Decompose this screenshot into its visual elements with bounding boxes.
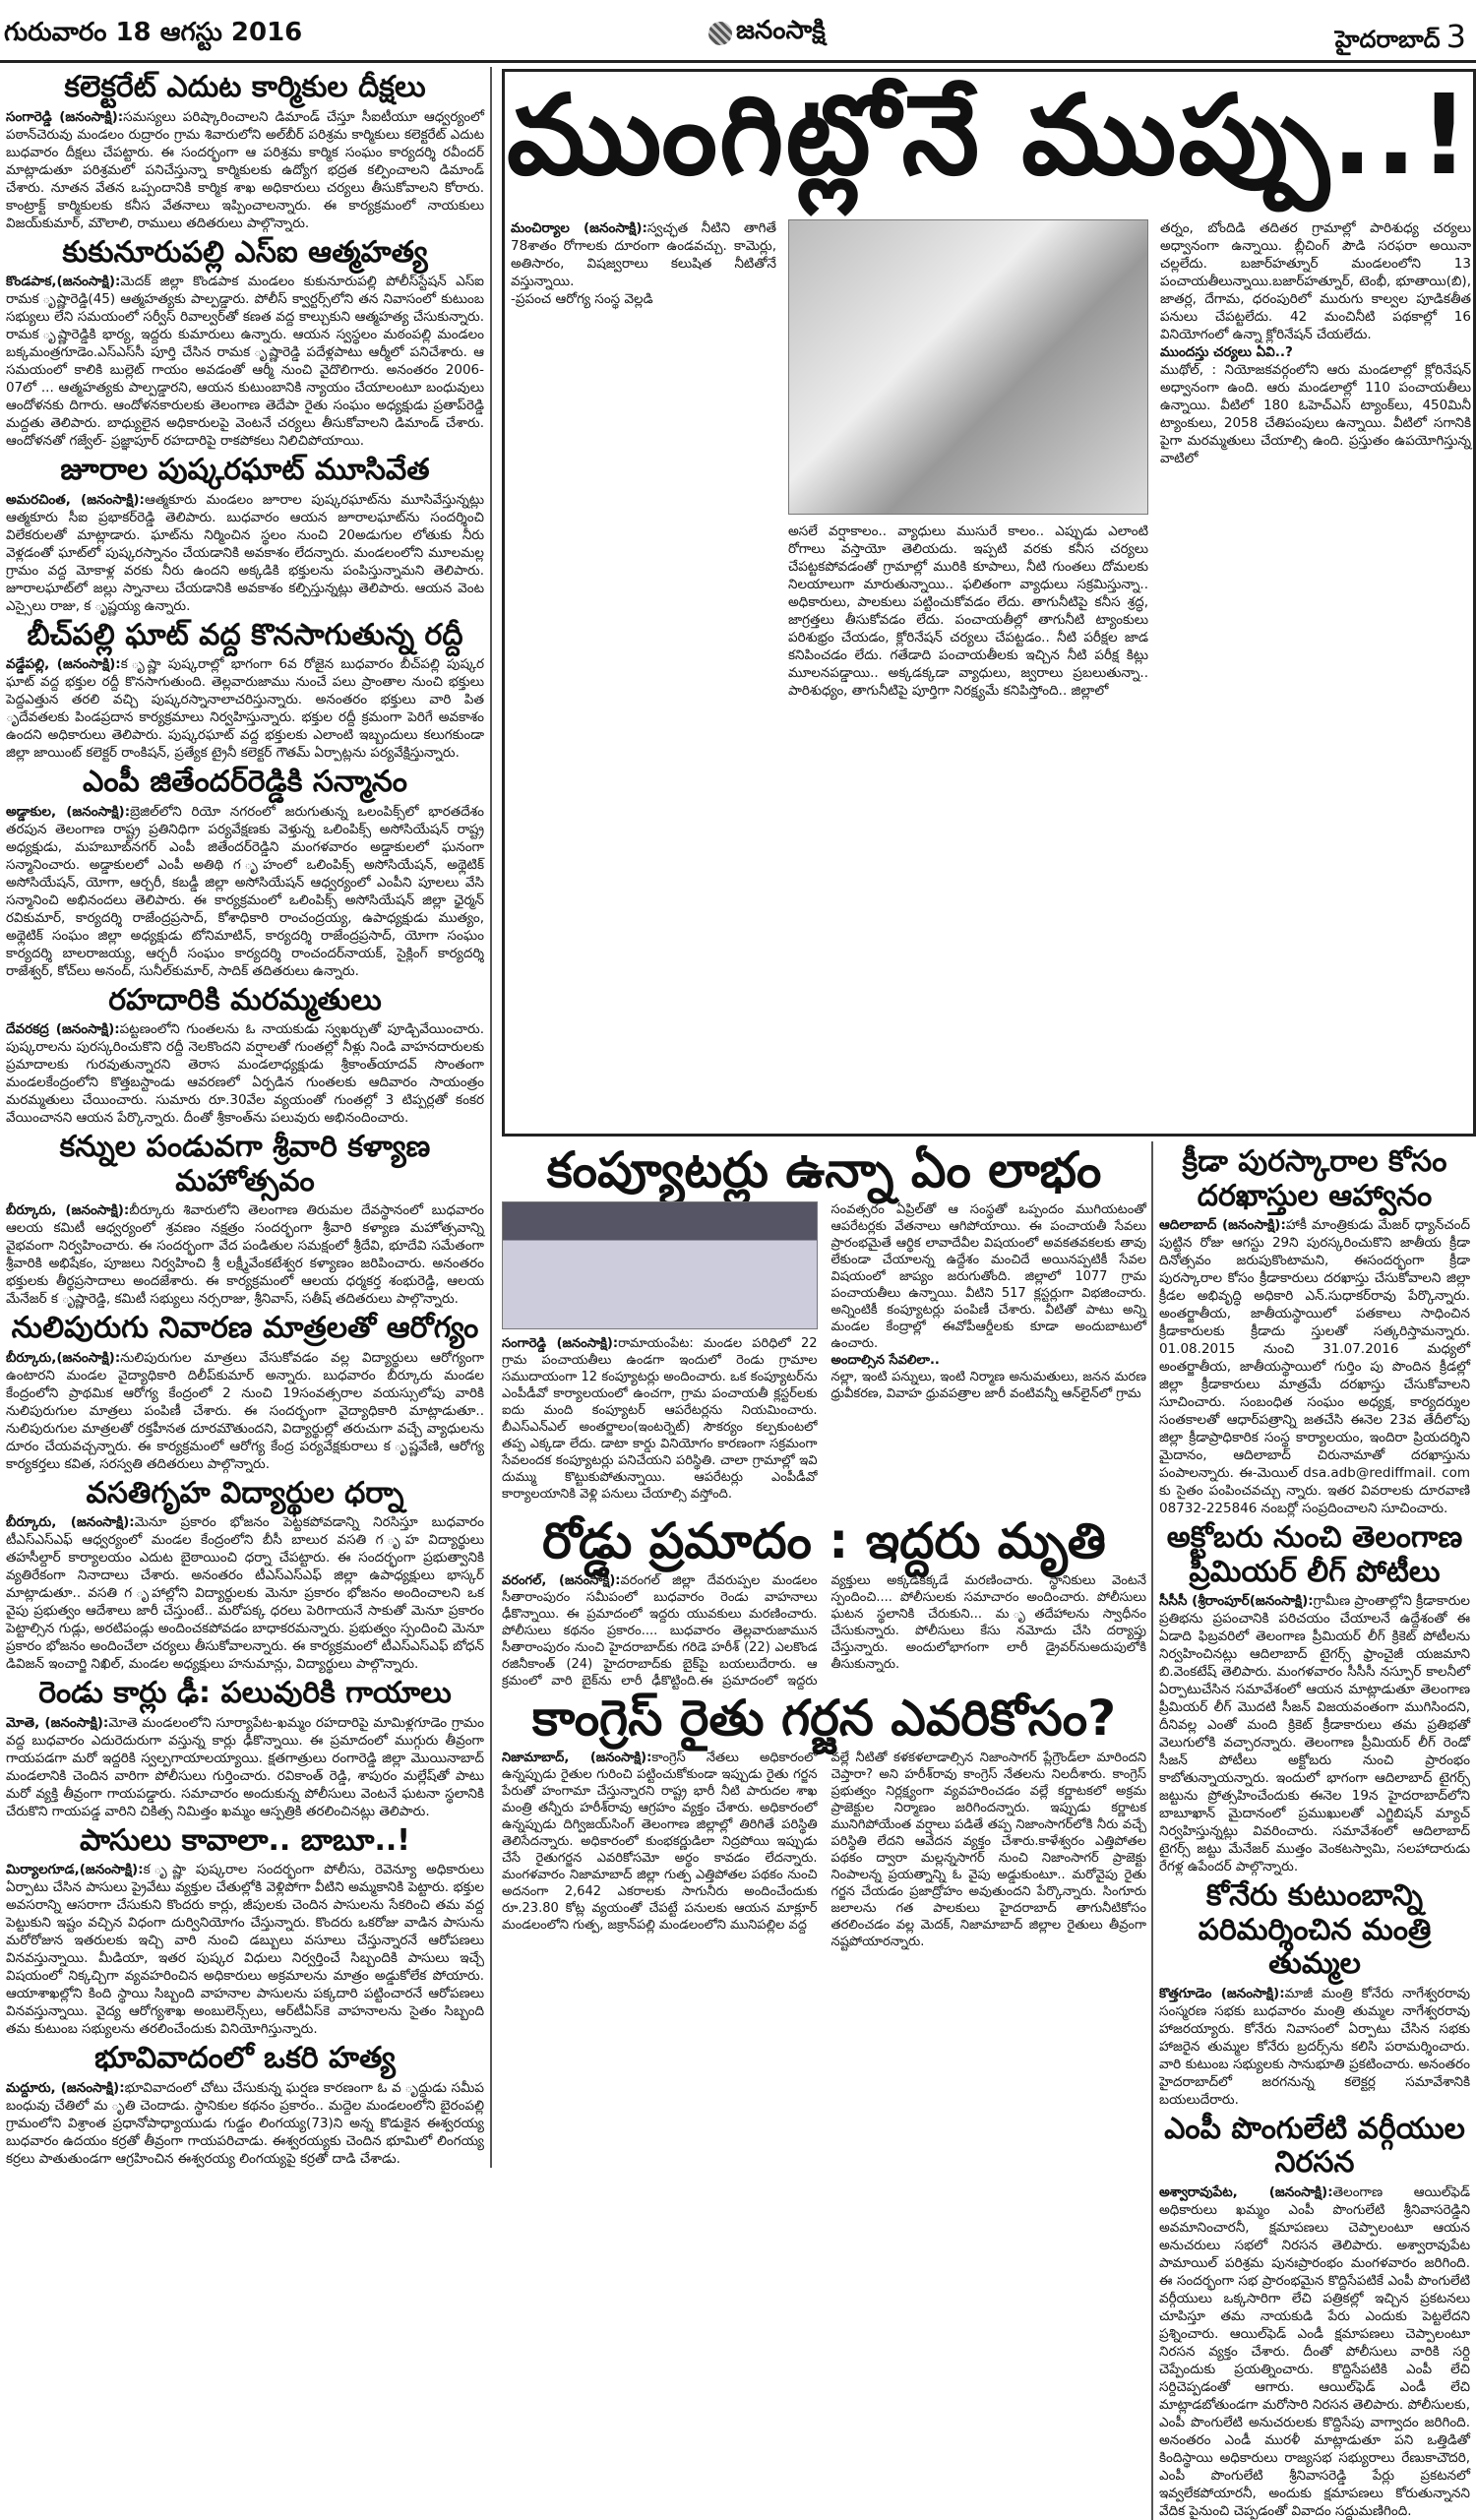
lead-body: అసలే వర్షాకాలం.. వ్యాధులు ముసురే కాలం.. ఎప్పుడు ఎలాంటి రోగాలు వస్తాయో తెలియదు. ఇప్పటి వరకు కనీస చర్యలు చేపట్టకపోవడంతో గ్రామాల్లో మురికి కూపాలు, నీటి గుంతలు దోమలకు నిలయాలుగా మారుతున్నాయి.. ఫలితంగా వ్యాధులు సక్రమిస్తున్నా.. అధికారులు, పాలకులు పట్టించుకోవడం లేదు. తాగునీటిపై కనీస శ్రద్ధ, జాగ్రత్తలు తీసుకోవడం లేదు. పంచాయతీల్లో తాగునీటి ట్యాంకులు పరిశుభ్రం చేయడం, క్లోరినేషన్ చర్యలు చేపట్టడం.. నీటి పరీక్షల జాడ కనిపించడం లేదు. గతేడాది పంచాయతీలకు ఇచ్చిన నీటి పరీక్ష కిట్లు మూలనపడ్డాయి.. అక్కడక్కడా వ్యాధులు, జ్వరాలు ప్రబలుతున్నా.. పారిశుధ్యం, తాగునీటిపై పూర్తిగా నిరక్ష్యమే కనిపిస్తోంది.. జిల్లాలో — [788, 523, 1148, 699]
lead-col-3 — [1160, 219, 1471, 467]
article-headline: పాసులు కావాలా.. బాబూ..! — [80, 1822, 410, 1858]
city-name: హైదరాబాద్ — [1334, 26, 1441, 53]
dateline: మద్దూరు, (జనంసాక్షి): — [6, 2079, 125, 2096]
article-body — [1159, 1216, 1470, 1517]
lead-headline: ముంగిట్లోనే ముప్పు..! — [506, 72, 1472, 200]
body-text: క ృష్ణా పుష్కరాల్లో భాగంగా 6వ రోజైన బుధవారం బీచ్‌పల్లి పుష్కర ఘాట్ వద్ద భక్తుల రద్దీ కొనసాగుతుంది. తెల్లవారుజాము నుంచే పలు ప్రాంతాల నుంచి భక్తులు పెద్దఎత్తున తరలి వచ్చి పుష్కరస్నానాలాచరిస్తున్నారు. అనంతరం భక్తులు వారి పిత ృదేవతలకు పిండప్రదాన కార్యక్రమాలు నిర్వహిస్తున్నారు. భక్తుల రద్దీ క్రమంగా పెరిగే అవకాశం ఉందని అధికారులు తెలిపారు. పుష్కరఘాట్ వద్ద భక్తులకు ఎలాంటి ఇబ్బందులు కలుగకుండా జిల్లా జాయింట్ కలెక్టర్ రాంకిషన్, ప్రత్యేక ట్రైనీ కలెక్టర్ గౌతమ్ ఏర్పాట్లను పర్యవేక్షిస్తున్నారు. — [6, 656, 484, 761]
article-body — [6, 1020, 484, 1127]
newspaper-logo — [708, 16, 826, 51]
computers-body: రామాయంపేట: మండల పరిధిలో 22 గ్రామ పంచాయతీలు ఉండగా ఇందులో రెండు గ్రామాల సముదాయంగా 12 కంప్యూటర్లు అందించారు. ఒక కంప్యూటర్‌ను ఎంపీడీవో కార్యాలయంలో ఉంచగా, గ్రామ పంచాయతీ క్లస్టర్‌లకు ఐదు మంది కంప్యూటర్ ఆపరేటర్లను నియమించారు. బీఎస్ఎన్ఎల్ అంతర్జాలం(ఇంటర్నెట్) సౌకర్యం కల్పకుంటలో తప్ప ఎక్కడా లేదు. డాటా కార్డు వినియోగం కారణంగా సక్రమంగా సేవలందక కంప్యూటర్లు పనిచేయని పరిస్థితి. చాలా గ్రామాల్లో ఇవి దుమ్ము కొట్టుకుపోతున్నాయి. ఆపరేటర్లు ఎంపీడీవో కార్యాలయానికి వెళ్లి పనులు చేయాల్సి వస్తోంది. — [502, 1336, 818, 1502]
article-body — [6, 491, 484, 615]
article-body — [6, 273, 484, 450]
article-body — [6, 1349, 484, 1473]
lead-col-2 — [788, 219, 1148, 700]
dateline: వరంగల్, (జనంసాక్షి): — [502, 1573, 621, 1588]
article-body — [6, 2079, 484, 2168]
logo-text: జనంసాక్షి — [736, 16, 826, 45]
dateline: అమరచింత, (జనంసాక్షి): — [6, 491, 145, 508]
dateline: సంగారెడ్డి (జనంసాక్షి): — [502, 1336, 619, 1351]
lead-intro: స్వచ్ఛత నీటిని తాగితే 78శాతం రోగాలకు దూరంగా ఉండవచ్చు. కామెర్లు, అతిసారం, విషజ్వరాలు కలుషిత నీటితోనే వస్తున్నాయి. — [511, 220, 777, 289]
article-headline: ఎంపీ జితేందర్‌రెడ్డికి సన్మానం — [83, 765, 407, 799]
body-text: క ృష్ణా పుష్కరాల సందర్భంగా పోలీసు, రెవెన్యూ అధికారులు ఏర్పాటు చేసిన పాసులు ప్రైవేటు వ్యక్తుల చేతుల్లోకి వెళ్లిపోగా వీటిని అమ్మకానికి పెట్టారు. భక్తుల అవసరాన్ని ఆసరాగా చేసుకుని కొందరు కార్లు, జీపులకు చెందిన పాసులను సేకరించి తమ వద్ద పెట్టుకుని ఇష్టం వచ్చిన విధంగా దుర్వినియోగం చేస్తున్నారు. కొందరు ఒకరోజు వాడిన పాసును మరోరోజున ఇతరులకు ఇచ్చి వారి నుంచి డబ్బులు వసూలు చేస్తున్నారనే ఆరోపణలు వినవస్తున్నాయి. మీడియా, ఇతర పుష్కర విధులు నిర్వర్తించే సిబ్బందికి పాసులు ఇచ్చే విషయంలో నిక్కచ్చిగా వ్యవహరించిన అధికారులు అక్రమాలను మాత్రం అడ్డుకోలేక పోయారు. ఆయాశాఖల్లోని కింది స్థాయి సిబ్బంది వాహనాల పాసులను పక్కదారి పట్టించారనే ఆరోపణలు వినవస్తున్నాయి. వైద్య ఆరోగ్యశాఖ అంబులెన్స్‌లు, ఆర్‌టీఏస్‌కె వాహనాలను సైతం సిబ్బంది తమ కుటుంబ సభ్యులను తరలించేందుకు వినియోగిస్తున్నారు. — [6, 1862, 484, 2037]
article-body — [6, 655, 484, 762]
congress-headline: కాంగ్రెస్ రైతు గర్జన ఎవరికోసం? — [531, 1690, 1117, 1747]
logo-icon — [708, 22, 732, 45]
dateline: బీర్కూరు, (జనంసాక్షి): — [6, 1514, 135, 1530]
accident-headline: రోడ్డు ప్రమాదం : ఇద్దరు మృతి — [542, 1512, 1106, 1569]
body-text: సమస్యలు పరిష్కారించాలని డిమాండ్ చేస్తూ సీఐటీయూ ఆధ్వర్యంలో పఠాన్‌చెరువు మండలం రుద్రారం గ్రామ శివారులోని అల్‌బీర్ పరిశ్రమ కార్మికులు కలెక్టరేట్ ఎదుట బుధవారం దీక్షలు చేపట్టారు. ఈ సందర్భంగా ఆ పరిశ్రమ కార్మిక సంఘం కార్యదర్శి రవీందర్ మాట్లాడుతూ పరిశ్రమలో పనిచేస్తున్నా కార్మికులకు ఉద్యోగ భద్రత కల్పించాలని డిమాండ్ చేశారు. నూతన వేతన ఒప్పందానికి కార్మిక శాఖ అధికారులు చర్యలు తీసుకోవాలని కోరారు. కాంట్రాక్ట్ కార్మికులకు కనీస వేతనాలు ఇప్పించాలన్నారు. ఈ కార్యక్రమంలో నాయకులు విజయ్‌కుమార్, మౌలాలి, రాములు తదితరులు పాల్గొన్నారు. — [6, 108, 484, 231]
right-column — [1151, 1141, 1476, 2520]
dateline: నిజామాబాద్, (జనంసాక్షి): — [502, 1751, 652, 1765]
dateline: అడ్డాకుల, (జనంసాక్షి): — [6, 803, 131, 820]
dateline: మోతె, (జనంసాక్షి): — [6, 1714, 109, 1731]
dateline: బీర్కూరు,(జనంసాక్షి): — [6, 1349, 121, 1366]
dateline: ఆదిలాబాద్ (జనంసాక్షి): — [1159, 1217, 1286, 1233]
body-text: పట్టణంలోని గుంతలను ఓ నాయకుడు స్వఖర్చుతో పూడ్చివేయించారు. పుష్కరాలను పురస్కరించుకొని రద్దీ నెలకొందని వర్షాలతో గుంతల్లో నీళ్లు నిండి వాహనదారులకు ప్రమాదాలకు గురవుతున్నారని తెరాస మండలాధ్యక్షుడు శ్రీకాంత్‌యాదవ్ సొంతంగా మండలకేంద్రంలోని కొత్తబస్టాండు ఆవరణలో ఏర్పడిన గుంతలకు ఆదివారం సాయంత్రం మరమ్మతులు చేయించారు. సుమారు రూ.30వేల వ్యయంతో గుంతల్లో 3 టిప్పర్లతో కంకర వేయించానని ఆయన పేర్కొన్నారు. దీంతో శ్రీకాంత్‌ను పలువురు అభినందించారు. — [6, 1021, 484, 1126]
body-text: మెనూ ప్రకారం భోజనం పెట్టకపోవడాన్ని నిరసిస్తూ బుధవారం టీఎస్ఎస్ఎఫ్ ఆధ్వర్యంలో మండల కేంద్రంలోని బీసీ బాలుర వసతి గ ృహ విద్యార్థులు తహసీల్దార్ కార్యాలయం ఎదుట బైఠాయించి ధర్నా చేపట్టారు. ఈ సందర్భంగా ప్రభుత్వానికి వ్యతిరేకంగా నినాదాలు చేశారు. అనంతరం టీఎస్ఎస్ఎఫ్ జిల్లా ఉపాధ్యక్షులు భాస్కర్ మాట్లాడుతూ.. వసతి గ ృహాల్లోని విద్యార్థులకు మెనూ ప్రకారం భోజనం అందించాలని ఒక వైపు ప్రభుత్వం ఆదేశాలు జారీ చేస్తుంటే.. మరోపక్క ధరలు పెరిగాయనే సాకుతో మెనూ ప్రకారం పెట్టాల్సిన గుడ్లు, అరటిపండ్లు అందించకపోవడం బాధాకరమన్నారు. ప్రభుత్వం స్పందించి మెనూ ప్రకారం భోజనం అందించేలా చర్యలు తీసుకోవాలన్నారు. ఈ కార్యక్రమంలో టీఎస్ఎస్ఎఫ్ బోధన్ డివిజన్ ఇంచార్జి నిఖిల్, మండల అధ్యక్షులు హనుమాన్లు, విద్యార్థులు పాల్గొన్నారు. — [6, 1514, 484, 1672]
body-text: భూవివాదంలో చోటు చేసుకున్న ఘర్షణ కారణంగా ఓ వ ృద్ధుడు సమీప బంధువు చేతిలో మ ృతి చెందాడు. స్థానికుల కథనం ప్రకారం.. మద్దెల మండలంలోని బైరంపల్లి గ్రామంలోని విశ్రాంత ప్రధానోపాధ్యాయుడు గుడ్డం లింగయ్య(73)ని అన్న కొడుకైన ఈశ్వరయ్య బుధవారం ఉదయం కర్రతో తీవ్రంగా గాయపరిచాడు. ఈశ్వరయ్యకు చెందిన భూమిలో లింగయ్య కర్రలు పాతుతుండగా ఆగ్రహించిన ఈశ్వరయ్య లింగయ్యపై కర్రతో దాడి చేశాడు. — [6, 2079, 484, 2167]
article-body — [1159, 1985, 1470, 2109]
article-body — [1159, 2183, 1470, 2520]
congress-body: కాంగ్రెస్ నేతలు అధికారంలో ఉన్నప్పుడు రైతుల గురించి పట్టించుకోకుండా ఇప్పుడు రైతు గర్జన పేరుతో హంగామా చేస్తున్నారని రాష్ట్ర భారీ నీటి పారుదల శాఖ మంత్రి తన్నీరు హరీశ్‌రావు ఆగ్రహం వ్యక్తం చేశారు. అధికారంలో ఉన్నప్పుడు దిగ్విజయ్‌సింగ్ తెలంగాణ జిల్లాల్లో తిరిగితే పరిస్థితి తెలిసేదన్నారు. అధికారంలో కుంభకర్ణుడిలా నిద్రపోయి ఇప్పుడు చేసే రైతుగర్జన ఎవరికోసమో అర్థం కావడం లేదన్నారు. మంగళవారం నిజామాబాద్ జిల్లా గుత్ప ఎత్తిపోతల పథకం నుంచి అదనంగా 2,642 ఎకరాలకు సాగునీరు అందించేందుకు రూ.23.80 కోట్ల వ్యయంతో చేపట్టే పనులకు ఆయన మాక్లూర్ మండలంలోని గుత్ప, జక్రాన్‌పల్లి మండలంలోని మునిపల్లిల వద్ద — [502, 1751, 818, 1933]
article-headline: కన్నుల పండువగా శ్రీవారి కళ్యాణ మహోత్సవం — [59, 1130, 431, 1199]
article-headline: బీచ్‌పల్లి ఘాట్ వద్ద కొనసాగుతున్న రద్దీ — [27, 617, 463, 652]
page-number: 3 — [1445, 18, 1466, 55]
accident-body: వరంగల్ జిల్లా దేవరుప్పల మండలం సీతారాంపురం సమీపంలో బుధవారం రెండు వాహనాలు ఢీకొన్నాయి. ఈ ప్రమాదంలో ఇద్దరు యువకులు మరణించారు. పోలీసులు కథనం ప్రకారం.... బుధవారం తెల్లవారుజామున సీతారాంపురం నుంచి హైదరాబాద్‌కు గరిడె హరీశ్ (22) ఎలకొండ రజినీకాంత్ (24) హైదరాబాద్‌కు బైక్‌పై బయలుదేరారు. ఆ క్రమంలో వారి బైక్‌ను లారీ ఢీకొట్టింది.ఈ ప్రమాదంలో ఇద్దరు వ్యక్తులు అక్కడికక్కడే మరణించారు. స్థానికులు వెంటనే స్పందించి.... పోలీసులకు సమాచారం అందించారు. పోలీసులు ఘటన స్థలానికి చేరుకుని... మ ృతదేహాలను స్వాధీనం చేసుకున్నారు. పోలీసులు కేసు నమోదు చేసి దర్యాప్తు చేస్తున్నారు. అందులోభాగంగా లారీ డ్రైవర్‌నుఅదుపులోకి తీసుకున్నారు. — [502, 1573, 1146, 1689]
article-headline: కలెక్టరేట్ ఎదుట కార్మికుల దీక్షలు — [64, 70, 426, 104]
article-body — [6, 108, 484, 232]
computers-subhead: అందాల్సిన సేవలిలా.. — [830, 1353, 940, 1368]
computers-photo — [502, 1201, 818, 1329]
article-body — [6, 1861, 484, 2038]
article-body — [6, 1201, 484, 1308]
lead-quote: -ప్రపంచ ఆరోగ్య సంస్థ వెల్లడి — [511, 291, 653, 307]
dateline: సీసీసీ (శ్రీరాంపూర్(జనంసాక్షి): — [1159, 1593, 1314, 1609]
body-text: బీర్కూరు శివారులోని తెలంగాణ తిరుమల దేవస్థానంలో బుధవారం ఆలయ కమిటీ ఆధ్వర్యంలో శ్రవణం నక్షత్రం సందర్భంగా శ్రీవారి కళ్యాణ మహోత్సవాన్ని వైభవంగా నిర్వహించారు. ఈ సందర్భంగా వేద పండితుల సమక్షంలో శ్రీదేవి, భూదేవి సమేతంగా శ్రీవారికి అభిషేకం, పూజలు నిర్వహించి శ్రీ లక్ష్మీవేంకటేశ్వర కళ్యాణం జరిపించారు. అనంతరం భక్తులకు తీర్థప్రసాదాలు అందజేశారు. ఈ కార్యక్రమంలో ఆలయ ధర్మకర్త శంభురెడ్డి, ఆలయ మేనేజర్ క ృష్ణారెడ్డి, కమిటీ సభ్యులు నర్సరాజు, శ్రీనివాస్, సతీష్ తదితరులు పాల్గొన్నారు. — [6, 1202, 484, 1307]
computers-headline: కంప్యూటర్లు ఉన్నా ఏం లాభం — [546, 1141, 1102, 1199]
edition-city — [1335, 18, 1466, 59]
left-column — [0, 67, 492, 2168]
article-headline: కుకునూరుపల్లి ఎస్ఐ ఆత్మహత్య — [62, 234, 428, 270]
body-text: హాకీ మాంత్రికుడు మేజర్ ధ్యాన్‌చంద్ పుట్టిన రోజు ఆగస్టు 29ని పురస్కరించుకొని జాతీయ క్రీడా దినోత్సవం జరుపుకొంటామని, ఈసందర్భంగా క్రీడా పురస్కారాల కోసం క్రీడాకారులు దరఖాస్తు చేసుకోవాలని జిల్లా క్రీడల అభివృద్ధి అధికారి ఎన్.సుధాకర్‌రావు పేర్కొన్నారు. అంతర్జాతీయ, జాతీయస్థాయిలో పతకాలు సాధించిన క్రీడాకారులకు క్రీడాదు స్తులతో సత్కరిస్తామన్నారు. 01.08.2015 నుంచి 31.07.2016 మధ్యలో అంతర్జాతీయ, జాతీయస్థాయిలో గుర్తిం పు పొందిన క్రీడల్లో జిల్లా క్రీడాకారులు మాత్రమే దరఖాస్తు చేసుకోవాలని సూచించారు. సంబంధిత సంఘం అధ్యక్ష, కార్యదర్శుల సంతకాలతో ఆధార్‌పత్రాన్ని జతచేసి ఈనెల 23వ తేదీలోపు జిల్లా క్రీడాప్రాధికారిక సంస్థ కార్యాలయం, ఇందిరా ప్రియదర్శిని మైదానం, ఆదిలాబాద్ చిరునామాతో దరఖాస్తును పంపాలన్నారు. ఈ-మెయిల్ dsa.adb@rediffmail. com కు సైతం పంపించవచ్చు న్నారు. ఇతర వివరాలకు దూరవాణి 08732-225846 నంబర్లో సంప్రదించాలని సూచించారు. — [1159, 1217, 1470, 1516]
lead-subhead: ముందస్తు చర్యలు ఏవి..? — [1160, 344, 1293, 360]
article-headline: రహదారికి మరమ్మతులు — [108, 982, 382, 1017]
computers-body-3: నల్లా, ఇంటి పన్నులు, ఇంటి నిర్మాణ అనుమతులు, జనన మరణ ధ్రువీకరణ, వివాహ ధ్రువపత్రాల జారీ వంటివన్నీ ఆన్‌లైన్‌లో గ్రామ — [830, 1370, 1146, 1401]
masthead — [0, 0, 1476, 63]
article-headline: నులిపురుగు నివారణ మాత్రలతో ఆరోగ్యం — [11, 1311, 479, 1345]
congress-body-2: వల్లే నీటితో కళకళలాడాల్సిన నిజాంసాగర్ ప్లేగ్రౌండ్‌లా మారిందని చెప్తారా? అని హరీశ్‌రావు కాంగ్రెస్ నేతలను నిలదీశారు. కాంగ్రెస్ ప్రభుత్వం నిర్లక్ష్యంగా వ్యవహరించడం వల్లే కర్ణాటకలో అక్రమ ప్రాజెక్టుల నిర్మాణం జరిగిందన్నారు. ఇప్పుడు కర్ణాటక మునిగిపోయేంత వర్షాలు పడితే తప్ప నిజాంసాగర్‌లోకి నీరు వచ్చే పరిస్థితి లేదని ఆవేదన వ్యక్తం చేశారు.కాళేశ్వరం ఎత్తిపోతల పథకం ద్వారా మల్లన్నసాగర్ నుంచి నిజాంసాగర్ ప్రాజెక్టు నింపాలన్న ప్రయత్నాన్ని ఓ వైపు అడ్డుకుంటూ.. మరోవైపు రైతు గర్జన చేయడం ప్రజాద్రోహం అవుతుందని పేర్కొన్నారు. సింగూరు జలాలను గత పాలకులు హైదరాబాద్ తాగునీటికోసం తరలించడం వల్ల మెదక్, నిజామాబాద్ జిల్లాల రైతులు తీవ్రంగా నష్టపోయారన్నారు. — [830, 1751, 1146, 1949]
article-headline: భూవివాదంలో ఒకరి హత్య — [94, 2041, 396, 2075]
lead-story — [502, 69, 1476, 1137]
lead-col3-text: తర్నం, బోందిడి తదితర గ్రామాల్లో పారిశుధ్య చర్యలు అధ్వానంగా ఉన్నాయి. బ్లీచింగ్ పౌడి సరఫరా అయినా చల్లలేదు. బజార్‌హత్నూర్ మండలంలోని 13 పంచాయతీలున్నాయి.బజార్‌హత్నూర్, టెంభీ, భూతాయి(బి), జాతర్ల, దేగామ, ధరంపురిలో మురుగు కాల్వల పూడికతీత పనులు చేపట్టలేదు. 42 మంచినీటి పథకాల్లో 16 వినియోగంలో ఉన్నా క్లోరినేషన్ చేయలేదు. — [1160, 220, 1471, 342]
article-body — [1159, 1592, 1470, 1875]
dateline: అశ్వారావుపేట, (జనంసాక్షి): — [1159, 2183, 1333, 2200]
computers-body-2: సంవత్సరం ఏప్రిల్‌తో ఆ సంస్థతో ఒప్పందం ముగియటంతో ఆపరేటర్లకు వేతనాలు ఆగిపోయాయి. ఈ పంచాయతీ సేవలు ప్రారంభమైతే ఆర్థిక లావాదేవీల విషయంలో అవకతవకలకు తావు లేకుండా చేయాలన్న ఉద్దేశం మంచిదే అయినప్పటికీ సేవల విషయంలో జాప్యం జరుగుతోంది. జిల్లాలో 1077 గ్రామ పంచాయతీలు ఉన్నాయి. వీటిని 517 క్లస్టర్లుగా విభజించారు. అన్నింటికీ కంప్యూటర్లు పంపిణీ చేశారు. వీటితో పాటు అన్ని మండల కేంద్రాల్లో ఈవోపీఆర్డీలకు కూడా అందుబాటులో ఉంచారు. — [830, 1202, 1146, 1351]
dateline: మంచిర్యాల (జనంసాక్షి): — [511, 220, 647, 236]
issue-date: గురువారం 18 ఆగస్టు 2016 — [4, 18, 303, 47]
dateline: కొండపాక,(జనంసాక్షి): — [6, 274, 121, 289]
dateline: కొత్తగూడెం (జనంసాక్షి): — [1159, 1985, 1285, 2001]
body-text: బ్రెజిల్‌లోని రియో నగరంలో జరుగుతున్న ఒలంపిక్స్‌లో భారతదేశం తరపున తెలంగాణ రాష్ట్ర ప్రతినిధిగా పర్యవేక్షణకు వెళ్తున్న ఒలింపిక్స్ అసోసియేషన్ రాష్ట్ర అధ్యక్షుడు, మహబూబ్‌నగర్ ఎంపీ జితేందర్‌రెడ్డిని మంగళవారం అడ్డాకులలో ఘనంగా సన్మానించారు. అడ్డాకులలో ఎంపీ అతిథి గ ృహంలో ఒలింపిక్స్ అసోసియేషన్, అథ్లెటిక్ అసోసియేషన్, యోగా, ఆర్చరీ, కబడ్డీ జిల్లా అసోసియేషన్ ఆధ్వర్యంలో ఎంపీని పూలలు వేసి సన్మానించి అభినందలు తెలిపారు. ఈ కార్యక్రమంలో ఒలింపిక్స్ అసోసియేషన్ జిల్లా ఛైర్మన్ రవికుమార్, కార్యదర్శి రాజేంద్రప్రసాద్, కోశాధికారి రాంచంద్రయ్య, ఉపాధ్యక్షుడు ముత్యం, అథ్లెటిక్ సంఘం జిల్లా అధ్యక్షుడు టోనిమాటిన్, కార్యదర్శి రాజేంద్రప్రసాద్, యోగా సంఘం కార్యదర్శి బాలరాజయ్య, ఆర్చరీ సంఘం కార్యదర్శి రాంచందర్‌నాయక్, సైక్లింగ్ కార్యదర్శి రాజేశ్వర్, కోచ్‌లు అనంద్, సునీల్‌కుమార్, సాదిక్ తదితరులు ఉన్నారు. — [6, 803, 484, 979]
lead-col3b-text: ముథోల్, : నియోజకవర్గంలోని ఆరు మండలాల్లో క్లోరినేషన్ అధ్వానంగా ఉంది. ఆరు మండలాల్లో 110 పంచాయతీలు ఉన్నాయి. వీటిలో 180 ఓహెచ్ఎస్ ట్యాంక్‌లు, 450మినీ ట్యాంకులు, 2058 చేతిపంపులు ఉన్నాయి. వీటిలో సగానికి పైగా మరమ్మతులు చేయాల్సి ఉంది. ప్రస్తుతం ఉపయోగిస్తున్న వాటిలో — [1160, 362, 1471, 466]
dateline: దేవరకద్ర (జనంసాక్షి): — [6, 1021, 120, 1037]
body-text: నులిపురుగుల మాత్రలు వేసుకోవడం వల్ల విద్యార్థులు ఆరోగ్యంగా ఉంటారని మండల వైద్యాధికారి దిలీప్‌కుమార్ అన్నారు. బుధవారం బీర్కూరు మండల కేంద్రంలోని ప్రాథమిక ఆరోగ్య కేంద్రంలో 2 నుంచి 19సంవత్సరాల వయస్సులోపు వారికి నులిపురుగుల మాత్రలు పంపిణీ చేశారు. ఈ సందర్భంగా వైద్యాధికారి మాట్లాడుతూ.. నులిపురుగుల మాత్రలతో రక్తహీనత దూరమౌతుందని, విద్యార్థుల్లో తరుచుగా వచ్చే వ్యాధులను దూరం చేయవచ్చన్నారు. ఈ కార్యక్రమంలో ఆరోగ్య కేంద్ర పర్యవేక్షకురాలు క ృష్ణవేణి, ఆరోగ్య కార్యకర్తలు కవిత, సరస్వతి తదితరులు పాల్గొన్నారు. — [6, 1349, 484, 1472]
article-headline: జూరాల పుష్కరఘాట్ మూసివేత — [60, 453, 430, 487]
article-headline: కోనేరు కుటుంబాన్ని పరిమర్శించిన మంత్రి తుమ్మల — [1198, 1878, 1432, 1981]
article-headline: వసతిగృహ విద్యార్థుల ధర్నా — [86, 1475, 404, 1510]
body-text: ఆత్మకూరు మండలం జూరాల పుష్కరఘాట్‌ను మూసివేస్తున్నట్లు ఆత్మకూరు సీఐ ప్రభాకర్‌రెడ్డి తెలిపారు. బుధవారం ఆయన జూరాలఘాట్‌ను సందర్శించి విలేకరులతో మాట్లాడారు. ఘాట్‌ను నిర్మించిన స్థలం నుంచి 20అడుగుల లోతుకు నీరు వెళ్లడంతో ఘాట్‌లో పుష్కరస్నానం చేయడానికి అవకాశం లేదన్నారు. మండలంలోని మూలమల్ల గ్రామం వద్ద మోకాళ్ల వరకు నీరు ఉందని అక్కడికి భక్తులను పంపిస్తున్నామని తెలిపారు. జూరాలఘాట్‌లో జల్లు స్నానాలు చేయడానికి అవకాశం కల్పిస్తున్నట్లు తెలిపారు. ఆయన వెంట ఎస్సైలు రాజు, క ృష్ణయ్య ఉన్నారు. — [6, 491, 484, 614]
dateline: వడ్డేపల్లి, (జనంసాక్షి): — [6, 656, 121, 672]
article-body — [6, 803, 484, 980]
lead-col-1 — [511, 219, 776, 308]
tap-water-photo — [788, 219, 1148, 515]
article-headline: అక్టోబరు నుంచి తెలంగాణ ప్రీమియర్ లీగ్ పోటీలు — [1166, 1520, 1463, 1589]
middle-stories — [502, 1141, 1146, 1950]
body-text: మోతె మండలంలోని సూర్యాపేట-ఖమ్మం రహదారిపై మామిళ్లగూడెం గ్రామం వద్ద బుధవారం ఎదురెదురుగా వస్తున్న కార్లు ఢీకొన్నాయి. ఈ ప్రమాదంలో ముగ్గురు తీవ్రంగా గాయపడగా మరో ఇద్దరికి స్వల్పగాయాలయ్యాయి. క్షతగాత్రులు రంగారెడ్డి జిల్లా మొయినాబాద్ మండలానికి చెందిన వారిగా పోలీసులు గుర్తించారు. రవికాంత్ రెడ్డి, శాపురం మల్లేష్‌తో పాటు మరో వ్యక్తి తీవ్రంగా గాయపడ్డారు. సమాచారం అందుకున్న పోలీసులు వెంటనే ఘటనా స్థలానికి చేరుకొని గాయపడ్డ వారిని చికిత్స నిమిత్తం ఖమ్మం ఆస్పత్రికి తరలించినట్లు తెలిపారు. — [6, 1714, 484, 1819]
dateline: బీర్కూరు, (జనంసాక్షి): — [6, 1202, 130, 1218]
article-headline: రెండు కార్లు ఢీ: పలువురికి గాయాలు — [38, 1676, 452, 1710]
article-headline: క్రీడా పురస్కారాల కోసం దరఖాస్తుల ఆహ్వానం — [1182, 1144, 1447, 1213]
dateline: సంగారెడ్డి (జనంసాక్షి): — [6, 108, 124, 125]
body-text: తెలంగాణ ఆయిల్‌ఫెడ్ అధికారులు ఖమ్మం ఎంపీ పొంగులేటి శ్రీనివాసరెడ్డిని అవమానించారనీ, క్షమాపణలు చెప్పాలంటూ ఆయన అనుచరులు సభలో నిరసన తెలిపారు. అశ్వారావుపేట పామాయిల్ పరిశ్రమ పునఃప్రారంభం మంగళవారం జరిగింది. ఈ సందర్భంగా సభ ప్రారంభమైన కొద్దిసేపటికే ఎంపీ పొంగులేటి వర్గీయులు ఒక్కసారిగా లేచి పత్రికల్లో ఇచ్చిన ప్రకటనలు చూపిస్తూ తమ నాయకుడి పేరు ఎందుకు పెట్టలేదని ప్రశ్నించారు. ఆయిల్‌ఫెడ్ ఎండీ క్షమాపణలు చెప్పాలంటూ నిరసన వ్యక్తం చేశారు. దీంతో పోలీసులు వారికి సర్ది చెప్పేందుకు ప్రయత్నించారు. కొద్దిసేపటికి ఎంపీ లేచి సర్దిచెప్పడంతో ఆగారు. ఆయిల్‌ఫెడ్ ఎండీ లేచి మాట్లాడబోతుండగా మరోసారి నిరసన తెలిపారు. పోలీసులకు, ఎంపీ పొంగులేటి అనుచరులకు కొద్దిసేపు వాగ్వాదం జరిగింది. అనంతరం ఎండీ మురళీ మాట్లాడుతూ పని ఒత్తిడితో కిందిస్థాయి అధికారులు రాజ్యసభ సభ్యురాలు రేణుకాచౌదరి, ఎంపీ పొంగులేటి శ్రీనివాసరెడ్డి పేర్లు ప్రకటనలో ఇవ్వలేకపోయారనీ, అందుకు క్షమాపణలు కోరుతున్నానని వేదిక పైనుంచి చెప్పడంతో వివాదం సద్దుమణిగింది. — [1159, 2183, 1470, 2519]
dateline: మిర్యాలగూడ,(జనంసాక్షి): — [6, 1862, 144, 1877]
article-body — [6, 1714, 484, 1820]
article-body — [6, 1513, 484, 1673]
body-text: మాజీ మంత్రి కోనేరు నాగేశ్వరరావు సంస్మరణ సభకు బుధవారం మంత్రి తుమ్మల నాగేశ్వరరావు హాజరయ్యారు. కోనేరు నివాసంలో ఏర్పాటు చేసిన సభకు హాజరైన తుమ్మల కోనేరు బ్రదర్స్‌ను కలిసి పరామర్శించారు. వారి కుటుంబ సభ్యులకు సానుభూతి ప్రకటించారు. అనంతరం హైదరాబాద్‌లో జరగనున్న కలెక్టర్ల సమావేశానికి బయలుదేరారు. — [1159, 1985, 1470, 2108]
article-headline: ఎంపీ పొంగులేటి వర్గీయుల నిరసన — [1164, 2111, 1465, 2180]
body-text: గ్రామీణ ప్రాంతాల్లోని క్రీడాకారుల ప్రతిభను ప్రపంచానికి పరిచయం చేయాలనే ఉద్దేశంతో ఈ ఏడాది ఫిబ్రవరిలో తెలంగాణ ప్రీమియర్ లీగ్ క్రికెట్ పోటీలను నిర్వహించినట్లు ఆదిలాబాద్ టైగర్స్ ఫ్రాంచైజీ యజమాని బి.వెంకటేష్ తెలిపారు. మంగళవారం సీసీసీ నస్పూర్ కాలనీలో ఏర్పాటుచేసిన సమావేశంలో ఆయన మాట్లాడుతూ తెలంగాణ ప్రీమియర్ లీగ్ మొదటి సీజన్ విజయవంతంగా ముగిసిందని, దీనివల్ల ఎంతో మంది క్రికెట్ క్రీడాకారులు తమ ప్రతిభతో వెలుగులోకి వచ్చారన్నారు. తెలంగాణ ప్రీమియర్ లీగ్ రెండో సీజన్ పోటీలు అక్టోబరు నుంచి ప్రారంభం కాబోతున్నాయన్నారు. ఇందులో భాగంగా ఆదిలాబాద్ టైగర్స్ జట్టును ప్రోత్సహించేందుకు ఈనెల 19న హైదరాబాద్‌లోని బాబూఖాన్ మైదానంలో ప్రముఖులతో ఎగ్జిబిషన్ మ్యాచ్ నిర్వహిస్తున్నట్లు వివరించారు. సమావేశంలో ఆదిలాబాద్ టైగర్స్ జట్టు మేనేజర్ ముత్తం వెంకటస్వామి, సలహాదారుడు రేగళ్ల ఉపేందర్ పాల్గొన్నారు. — [1159, 1593, 1470, 1875]
body-text: మెదక్ జిల్లా కొండపాక మండలం కుకునూరుపల్లి పోలీస్‌స్టేషన్ ఎస్ఐ రామక ృష్ణారెడ్డి(45) ఆత్మహత్యకు పాల్పడ్డారు. పోలీస్ క్వార్టర్స్‌లోని తన నివాసంలో కుటుంబ సభ్యులు లేని సమయంలో సర్వీస్ రివాల్వర్‌తో కణత వద్ద కాల్చుకుని ఆత్మహత్య చేసుకున్నారు. రామక ృష్ణారెడ్డికి భార్య, ఇద్దరు కుమారులు ఉన్నారు. ఆయన స్వస్థలం మఠంపల్లి మండలం బక్కమంత్రగూడెం.ఎస్ఎస్‌సీ పూర్తి చేసిన రామక ృష్ణారెడ్డి పదేళ్లపాటు ఆర్మీలో పనిచేశారు. ఆ సమయంలో కాలికి బుల్లెట్ గాయం అవడంతో ఆర్మీ నుంచి వైదొలిగారు. అనంతరం 2006-07లో ... ఆత్మహత్యకు పాల్పడ్డారని, ఆయన కుటుంబానికి న్యాయం చేయాలంటూ బంధువులు ఆందోళనకు దిగారు. ఆందోళనకారులకు తెలంగాణ తెదేపా రైతు సంఘం అధ్యక్షుడు ప్రతాప్‌రెడ్డి మద్దతు తెలిపారు. బాధ్యులైన అధికారులపై వెంటనే చర్యలు తీసుకోవాలని డిమాండ్ చేశారు. ఆందోళనతో గజ్వేల్- ప్రజ్ఞాపూర్ రహదారిపై రాకపోకలు నిలిచిపోయాయి. — [6, 274, 484, 449]
